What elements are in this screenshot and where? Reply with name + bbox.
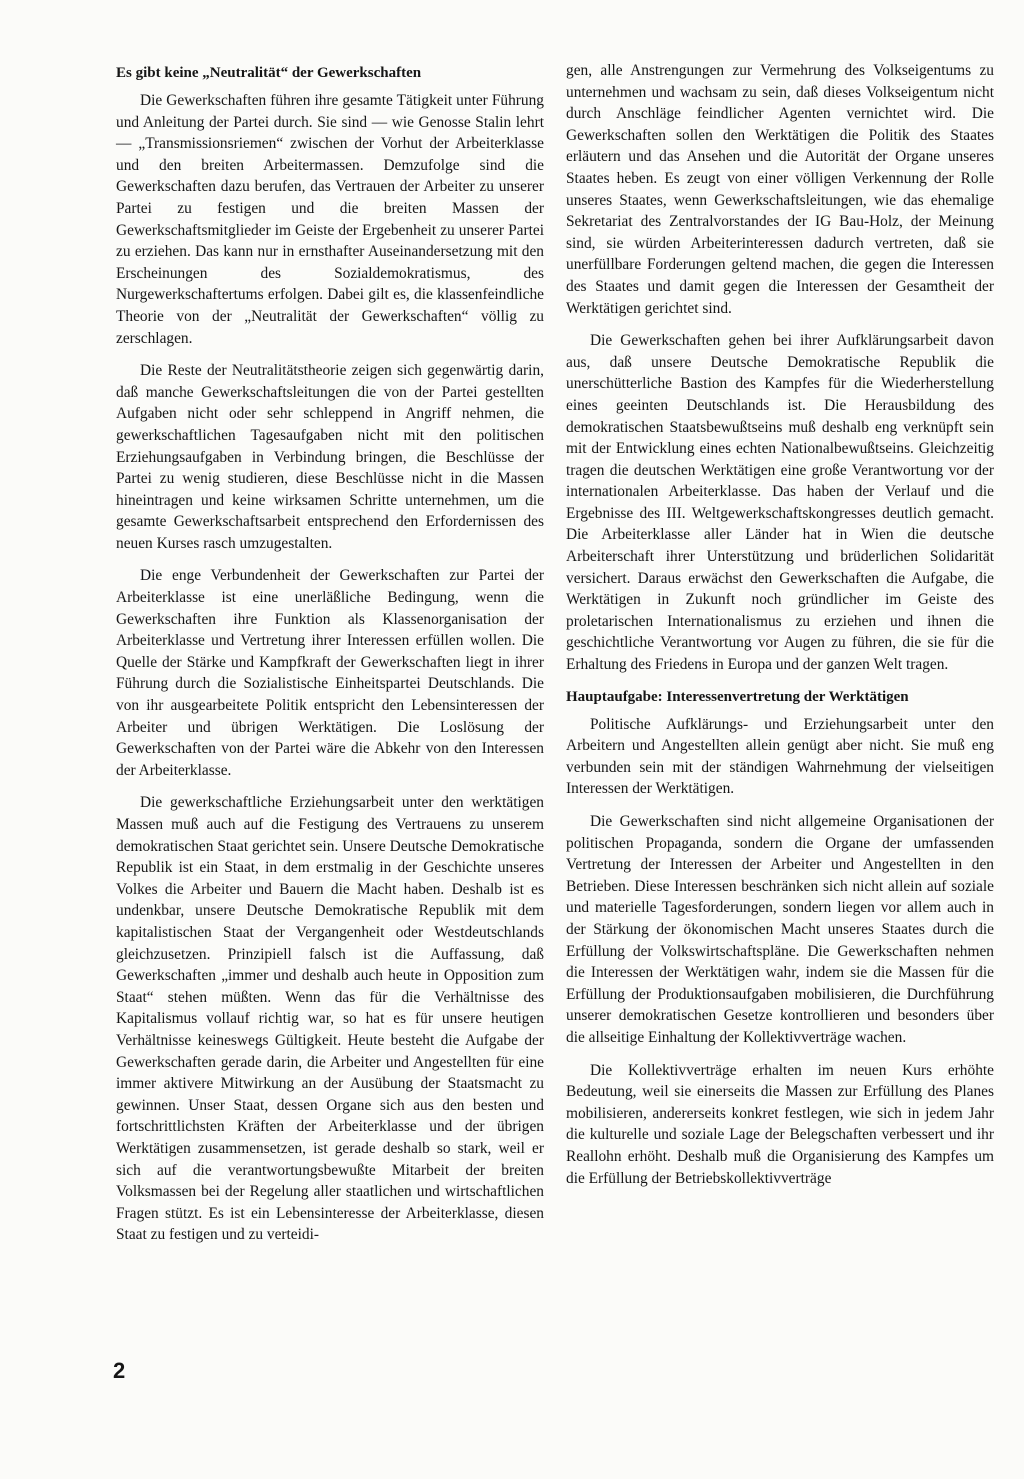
left-column bbox=[116, 60, 544, 1257]
paragraph: Die Kollektivverträge erhalten im neuen Kurs erhöhte Bedeutung, weil sie einerseits die Massen zur Erfüllung des Planes mobilisieren, andererseits konkret festlegen, wie sich in jedem Jahr die kulturelle und soziale Lage der Belegschaften verbessert und ihr Reallohn erhöht. Deshalb muß die Organisierung des Kampfes um die Erfüllung der Betriebskollektivverträge bbox=[566, 1061, 994, 1187]
page-number: 2 bbox=[113, 1358, 126, 1383]
section-heading-hauptaufgabe: Hauptaufgabe: Interessenvertretung der Werktätigen bbox=[566, 688, 909, 705]
section-heading-neutralitaet: Es gibt keine „Neutralität“ der Gewerkschaften bbox=[116, 65, 422, 81]
paragraph: Die enge Verbundenheit der Gewerkschaften zur Partei der Arbeiterklasse ist eine unerläßliche Bedingung, wenn die Gewerkschaften ihre Funktion als Klassenorganisation der Arbeiterklasse und Vertretung ihrer Interessen erfüllen wollen. Die Quelle der Stärke und Kampfkraft der Gewerkschaften liegt in ihrer Führung durch die Sozialistische Einheitspartei Deutschlands. Die von ihr ausgearbeitete Politik entspricht den Lebensinteressen der Arbeiter und übrigen Werktätigen. Die Loslösung der Gewerkschaften von der Partei wäre die Abkehr von den Interessen der Arbeiterklasse. bbox=[116, 567, 544, 779]
paragraph: Die Gewerkschaften sind nicht allgemeine Organisationen der politischen Propaganda, sondern die Organe der umfassenden Vertretung der Interessen der Arbeiter und Angestellten in den Betrieben. Diese Interessen beschränken sich nicht allein auf soziale und materielle Tagesforderungen, sondern liegen vor allem auch in der Stärkung der ökonomischen Macht unseres Staates durch die Erfüllung der Volkswirtschaftspläne. Die Gewerkschaften nehmen die Interessen der Werktätigen wahr, indem sie die Massen für die Erfüllung der Produktionsaufgaben mobilisieren, die Durchführung unserer demokratischen Gesetze kontrollieren und besonders über die allseitige Einhaltung der Kollektivverträge wachen. bbox=[566, 813, 994, 1046]
paragraph: Die Reste der Neutralitätstheorie zeigen sich gegenwärtig darin, daß manche Gewerkschaftsleitungen die von der Partei gestellten Aufgaben nicht oder sehr schleppend in Angriff nehmen, die gewerkschaftlichen Tagesaufgaben nicht mit den politischen Erziehungsaufgaben in Verbindung bringen, die Beschlüsse der Partei zu wenig studieren, diese Beschlüsse nicht in die Massen hineintragen und keine wirksamen Schritte unternehmen, um die gesamte Gewerkschaftsarbeit entsprechend den Erfordernissen des neuen Kurses rasch umzugestalten. bbox=[116, 362, 544, 552]
paragraph: Politische Aufklärungs- und Erziehungsarbeit unter den Arbeitern und Angestellten allein genügt aber nicht. Sie muß eng verbunden sein mit der ständigen Wahrnehmung der vielseitigen Interessen der Werktätigen. bbox=[566, 715, 994, 798]
paragraph: Die Gewerkschaften gehen bei ihrer Aufklärungsarbeit davon aus, daß unsere Deutsche Demokratische Republik die unerschütterliche Bastion des Kampfes für die Wiederherstellung eines geeinten Deutschlands ist. Die Herausbildung des demokratischen Staatsbewußtseins muß deshalb eng verknüpft sein mit der Entwicklung eines echten Nationalbewußtseins. Gleichzeitig tragen die deutschen Werktätigen eine große Verantwortung vor der internationalen Arbeiterklasse. Das haben der Verlauf und die Ergebnisse des III. Weltgewerkschaftskongresses deutlich gemacht. Die Arbeiterklasse aller Länder hat in Wien die deutsche Arbeiterschaft ihrer Unterstützung und brüderlichen Solidarität versichert. Daraus erwächst den Gewerkschaften die Aufgabe, die Werktätigen in Zukunft noch gründlicher im Geiste des proletarischen Internationalismus zu erziehen und ihnen die geschichtliche Verantwortung vor Augen zu führen, die sie für die Erhaltung des Friedens in Europa und der ganzen Welt tragen. bbox=[566, 332, 994, 674]
right-column bbox=[566, 60, 994, 1200]
paragraph-continuation: gen, alle Anstrengungen zur Vermehrung des Volkseigentums zu unternehmen und wachsam zu sein, daß dieses Volkseigentum nicht durch Anschläge feindlicher Agenten vernichtet wird. Die Gewerkschaften sollen den Werktätigen die Politik des Staates erläutern und das Ansehen und die Autorität der Organe unseres Staates heben. Es zeugt von einer völligen Verkennung der Rolle unseres Staates, wenn Gewerkschaftsleitungen, wie das ehemalige Sekretariat des Zentralvorstandes der IG Bau-Holz, der Meinung sind, sie würden Arbeiterinteressen dadurch vertreten, daß sie unerfüllbare Forderungen geltend machen, die gegen die Interessen des Staates und damit gegen die Interessen der Gesamtheit der Werktätigen gerichtet sind. bbox=[566, 62, 994, 317]
paragraph: Die gewerkschaftliche Erziehungsarbeit unter den werktätigen Massen muß auch auf die Festigung des Vertrauens zu unserem demokratischen Staat gerichtet sein. Unsere Deutsche Demokratische Republik ist ein Staat, in dem erstmalig in der Geschichte unseres Volkes die Arbeiter und Bauern die Macht haben. Deshalb ist es undenkbar, unsere Deutsche Demokratische Republik mit dem kapitalistischen Staat der Vergangenheit oder Westdeutschlands gleichzusetzen. Prinzipiell falsch ist die Auffassung, daß Gewerkschaften „immer und deshalb auch heute in Opposition zum Staat“ stehen müßten. Wenn das für die Verhältnisse des Kapitalismus vollauf richtig war, so hat es für unsere heutigen Verhältnisse keineswegs Gültigkeit. Heute besteht die Aufgabe der Gewerkschaften gerade darin, die Arbeiter und Angestellten für eine immer aktivere Mitwirkung an der Ausübung der Staatsmacht zu gewinnen. Unser Staat, dessen Organe sich aus den besten und fortschrittlichsten Kräften der Arbeiterklasse und der übrigen Werktätigen zusammensetzen, ist gerade deshalb so stark, weil er sich auf die verantwortungsbewußte Mitarbeit der breiten Volksmassen bei der Regelung aller staatlichen und wirtschaftlichen Fragen stützt. Es ist ein Lebensinteresse der Arbeiterklasse, diesen Staat zu festigen und zu verteidi- bbox=[116, 794, 544, 1244]
paragraph: Die Gewerkschaften führen ihre gesamte Tätigkeit unter Führung und Anleitung der Partei durch. Sie sind — wie Genosse Stalin lehrt — „Transmissionsriemen“ zwischen der Vorhut der Arbeiterklasse und den breiten Arbeitermassen. Demzufolge sind die Gewerkschaften dazu berufen, das Vertrauen der Arbeiter zu unserer Partei zu festigen und die breiten Massen der Gewerkschaftsmitglieder im Geiste der Ergebenheit zu unserer Partei zu erziehen. Das kann nur in ernsthafter Auseinandersetzung mit den Erscheinungen des Sozialdemokratismus, des Nurgewerkschaftertums erfolgen. Dabei gilt es, die klassenfeindliche Theorie von der „Neutralität der Gewerkschaften“ völlig zu zerschlagen. bbox=[116, 92, 544, 347]
